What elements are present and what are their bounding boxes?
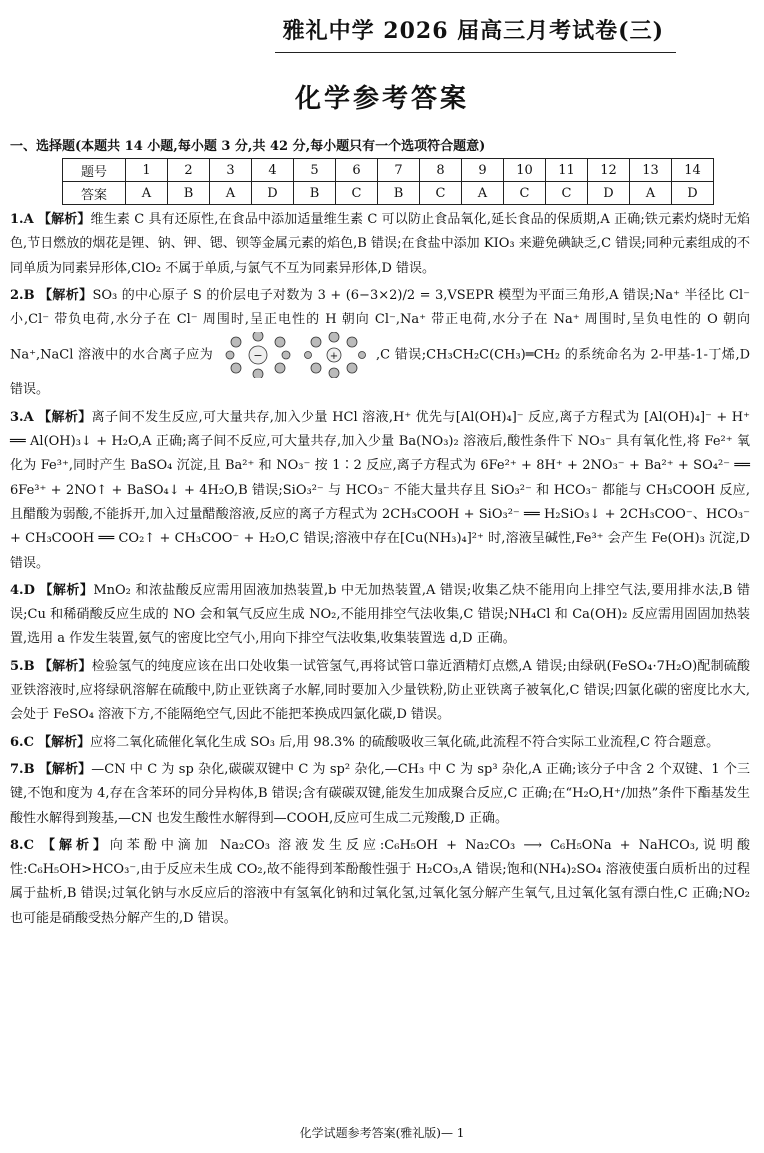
explanation-item-4 [10,579,750,652]
explanation-item-5 [10,655,750,728]
explanation-item-7 [10,758,750,831]
analysis-tag: 【解析】 [42,837,110,853]
table-cell: 9 [462,159,504,182]
table-row-label: 题号 [63,159,126,182]
table-cell: 1 [126,159,168,182]
table-cell: 10 [504,159,546,182]
table-cell: D [588,182,630,205]
table-cell: C [336,182,378,205]
explanation-item-2 [10,284,750,403]
svg-text:−: − [253,349,263,363]
explanation-text: SO₃ 的中心原子 S 的价层电子对数为 3 + (6−3×2)/2 = 3,VSEPR 模型为平面三角形,A 错误;Na⁺ 半径比 Cl⁻ 小,Cl⁻ 带负电荷,水分子在 Cl⁻ 周围时,呈正电性的 H 朝向 Cl⁻,Na⁺ 带正电荷,水分子在 Na⁺ 周围时,呈负电性的 O 朝向 Na⁺,NaCl 溶液中的水合离子应为 [10,287,750,363]
table-cell: 6 [336,159,378,182]
explanation-text: 应将二氧化硫催化氧化生成 SO₃ 后,用 98.3% 的硫酸吸收三氧化硫,此流程不符合实际工业流程,C 符合题意。 [90,734,720,750]
table-cell: A [210,182,252,205]
hydrated-ions-figure [222,332,372,378]
header-rule [275,52,676,53]
explanation-item-3 [10,406,750,576]
explanation-text: ,C 错误;CH₃CH₂C(CH₃)═CH₂ 的系统命名为 2-甲基-1-丁烯,D 错误。 [10,347,751,398]
analysis-tag: 【解析】 [38,409,92,425]
table-cell: 8 [420,159,462,182]
explanation-text: 检验氢气的纯度应该在出口处收集一试管氢气,再将试管口靠近酒精灯点燃,A 错误;由绿矾(FeSO₄·7H₂O)配制硫酸亚铁溶液时,应将绿矾溶解在硫酸中,防止亚铁离子水解,同时要加入少量铁粉,防止亚铁离子被氧化,C 错误;四氯化碳的密度比水大,会处于 FeSO₄ 溶液下方,不能隔绝空气,因此不能把苯换成四氯化碳,D 错误。 [10,658,750,723]
analysis-tag: 【解析】 [38,761,92,777]
answer-table [62,158,714,205]
explanation-text: 维生素 C 具有还原性,在食品中添加适量维生素 C 可以防止食品氧化,延长食品的保质期,A 正确;铁元素灼烧时无焰色,节日燃放的烟花是锂、钠、钾、锶、钡等金属元素的焰色,B 错误;在食盐中添加 KIO₃ 来避免碘缺乏,C 错误;同种元素组成的不同单质为同素异形体,ClO₂ 不属于单质,与氯气不互为同素异形体,D 错误。 [10,212,750,276]
table-cell: B [168,182,210,205]
page-footer: 化学试题参考答案(雅礼版)— 1 [299,1126,465,1140]
explanation-item-6 [10,731,750,755]
table-cell: 3 [210,159,252,182]
table-cell: 13 [630,159,672,182]
explanation-text: MnO₂ 和浓盐酸反应需用固液加热装置,b 中无加热装置,A 错误;收集乙炔不能用向上排空气法,要用排水法,B 错误;Cu 和稀硝酸反应生成的 NO 会和氧气反应生成 NO₂,不能用排空气法收集,C 错误;NH₄Cl 和 Ca(OH)₂ 反应需用固固加热装置,选用 a 作发生装置,氨气的密度比空气小,用向下排空气法收集,收集装置选 d,D 正确。 [10,582,750,647]
table-cell: A [126,182,168,205]
explanation-text: 离子间不发生反应,可大量共存,加入少量 HCl 溶液,H⁺ 优先与[Al(OH)₄]⁻ 反应,离子方程式为 [Al(OH)₄]⁻ + H⁺ ══ Al(OH)₃↓ + H₂O,A 正确;离子间不反应,可大量共存,加入少量 Ba(NO₃)₂ 溶液后,酸性条件下 NO₃⁻ 具有氧化性,将 Fe²⁺ 氧化为 Fe³⁺,同时产生 BaSO₄ 沉淀,且 Ba²⁺ 和 NO₃⁻ 按 1∶2 反应,离子方程式为 6Fe²⁺ + 8H⁺ + 2NO₃⁻ + Ba²⁺ + SO₄²⁻ ══ 6Fe³⁺ + 2NO↑ + BaSO₄↓ + 4H₂O,B 错误;SiO₃²⁻ 与 HCO₃⁻ 不能大量共存且 SiO₃²⁻ 和 HCO₃⁻ 都能与 CH₃COOH 反应,且醋酸为弱酸,不能拆开,加入过量醋酸溶液,反应的离子方程式为 2CH₃COOH + SiO₃²⁻ ══ H₂SiO₃↓ + 2CH₃COO⁻、HCO₃⁻ + CH₃COOH ══ CO₂↑ + CH₃COO⁻ + H₂O,C 错误;溶液中存在[Cu(NH₃)₄]²⁺ 时,溶液呈碱性,Fe³⁺ 会产生 Fe(OH)₃ 沉淀,D 错误。 [10,409,750,571]
explanation-text: 向苯酚中滴加 Na₂CO₃ 溶液发生反应:C₆H₅OH + Na₂CO₃ ⟶ C₆H₅ONa + NaHCO₃,说明酸性:C₆H₅OH>HCO₃⁻,由于反应未生成 CO₂,故不能得到苯酚酸性强于 H₂CO₃,A 错误;饱和(NH₄)₂SO₄ 溶液使蛋白质析出的过程属于盐析,B 错误;过氧化钠与水反应后的溶液中有氢氧化钠和过氧化氢,过氧化氢分解产生氧气,且过氧化氢有漂白性,C 正确;NO₂ 也可能是硝酸受热分解产生的,D 错误。 [10,837,750,926]
table-cell: B [378,182,420,205]
explanation-item-8 [10,834,750,931]
analysis-tag: 【解析】 [37,212,91,227]
answer-label: 8.C [10,837,34,853]
analysis-tag: 【解析】 [39,582,94,598]
table-cell: D [672,182,714,205]
doc-title: 化学参考答案 [294,84,469,114]
table-cell: B [294,182,336,205]
answer-label: 2.B [10,287,35,303]
table-cell: C [504,182,546,205]
answer-label: 4.D [10,582,35,598]
table-cell: D [252,182,294,205]
answer-table-row-numbers [63,159,714,182]
svg-text:+: + [329,351,339,363]
answer-label: 6.C [10,734,34,750]
answer-table-row-answers [63,182,714,205]
table-cell: 12 [588,159,630,182]
table-cell: 11 [546,159,588,182]
table-cell: 4 [252,159,294,182]
table-row-label: 答案 [63,182,126,205]
analysis-tag: 【解析】 [38,734,91,750]
explanations [10,208,750,934]
answer-label: 3.A [10,409,34,425]
answer-label: 7.B [10,761,35,777]
table-cell: 5 [294,159,336,182]
table-cell: A [630,182,672,205]
table-cell: A [462,182,504,205]
answer-label: 1.A [10,212,34,227]
table-cell: 2 [168,159,210,182]
answer-label: 5.B [10,658,35,674]
table-cell: 7 [378,159,420,182]
table-cell: C [546,182,588,205]
table-cell: 14 [672,159,714,182]
section-heading: 一、选择题(本题共 14 小题,每小题 3 分,共 42 分,每小题只有一个选项符合题意) [10,139,486,154]
table-cell: C [420,182,462,205]
analysis-tag: 【解析】 [39,287,93,303]
analysis-tag: 【解析】 [38,658,92,674]
header-title: 雅礼中学 2026 届高三月考试卷(三) [282,18,664,44]
explanation-text: —CN 中 C 为 sp 杂化,碳碳双键中 C 为 sp² 杂化,—CH₃ 中 C 为 sp³ 杂化,A 正确;该分子中含 2 个双键、1 个三键,不饱和度为 4,存在含苯环的同分异构体,B 错误;含有碳碳双键,能发生加成聚合反应,C 正确;在“H₂O,H⁺/加热”条件下酯基发生酸性水解得到羧基,—CN 也发生酸性水解得到—COOH,反应可生成二元羧酸,D 正确。 [10,761,750,826]
explanation-item-1 [10,208,750,281]
